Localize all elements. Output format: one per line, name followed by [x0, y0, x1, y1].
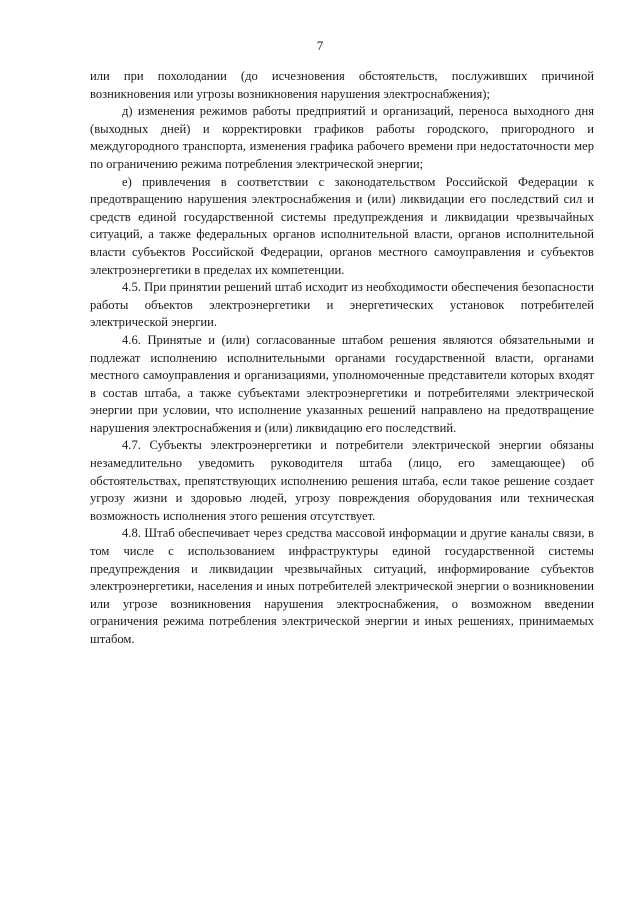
paragraph-4-7: 4.7. Субъекты электроэнергетики и потребители электрической энергии обязаны незамедлительно уведомить руководителя штаба (лицо, его замещающее) об обстоятельствах, препятствующих исполнению решения штаба, если такое решение создает угрозу жизни и здоровью людей, угрозу повреждения оборудования или техническая возможность исполнения этого решения отсутствует.	[90, 438, 594, 523]
paragraph-item-e: е) привлечения в соответствии с законодательством Российской Федерации к предотвращению нарушения электроснабжения и (или) ликвидации его последствий сил и средств единой государственной системы предупреждения и ликвидации чрезвычайных ситуаций, а также федеральных органов исполнительной власти, органов исполнительной власти субъектов Российской Федерации, органов местного самоуправления и субъектов электроэнергетики в пределах их компетенции.	[90, 174, 594, 277]
paragraph-continuation: или при похолодании (до исчезновения обстоятельств, послуживших причиной возникновения или угрозы возникновения нарушения электроснабжения);	[90, 69, 594, 101]
paragraph-item-d: д) изменения режимов работы предприятий и организаций, переноса выходного дня (выходных дней) и корректировки графиков работы городского, пригородного и междугородного транспорта, изменения графика рабочего времени при недостаточности мер по ограничению режима потребления электрической энергии;	[90, 104, 594, 171]
page-number: 7	[316, 38, 324, 53]
paragraph-4-6: 4.6. Принятые и (или) согласованные штабом решения являются обязательными и подлежат исполнению исполнительными органами государственной власти, органами местного самоуправления и организациями, уполномоченные представители которых входят в состав штаба, а также субъектами электроэнергетики и потребителями электрической энергии при условии, что исполнение указанных решений направлено на предотвращение нарушения электроснабжения и (или) ликвидацию его последствий.	[90, 332, 594, 435]
paragraph-4-5: 4.5. При принятии решений штаб исходит из необходимости обеспечения безопасности работы объектов электроэнергетики и энергетических установок потребителей электрической энергии.	[90, 280, 594, 330]
document-body	[90, 68, 594, 649]
paragraph-4-8: 4.8. Штаб обеспечивает через средства массовой информации и другие каналы связи, в том числе с использованием инфраструктуры единой государственной системы предупреждения и ликвидации чрезвычайных ситуаций, информирование субъектов электроэнергетики, населения и иных потребителей электрической энергии о возникновении или угрозе возникновения нарушения электроснабжения, о возможном введении ограничения режима потребления электрической энергии и иных решениях, принимаемых штабом.	[90, 526, 594, 646]
